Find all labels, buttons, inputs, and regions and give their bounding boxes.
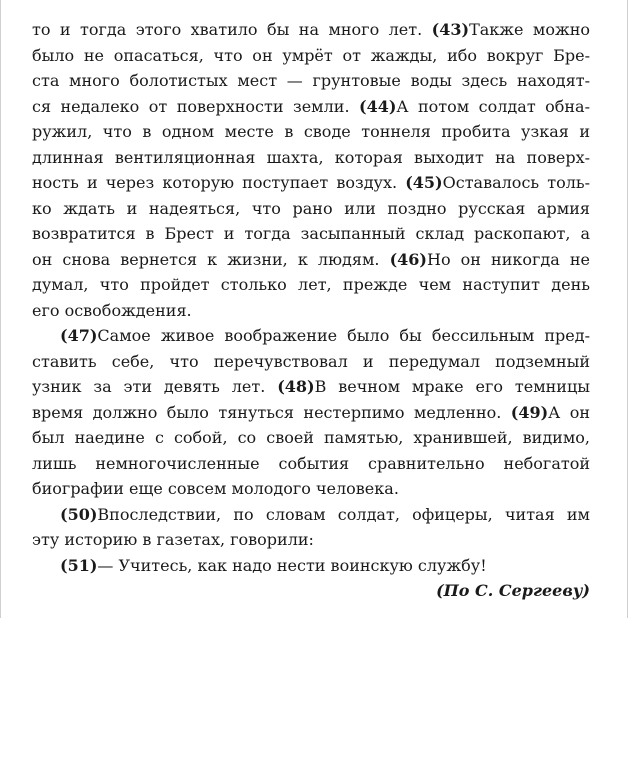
text-line-10: он снова вернется к жизни, к людям. (46)Но он никогда не	[32, 249, 590, 269]
sentence-number: (51)	[60, 555, 98, 575]
text-line-3: ста много болотистых мест — грунтовые воды здесь находят-	[32, 71, 590, 90]
text-line-18: лишь немногочисленные события сравнительно небогатой	[32, 453, 590, 473]
text-line-6: длинная вентиляционная шахта, которая выходит на поверх-	[32, 147, 590, 167]
text-line-1: то и тогда этого хватило бы на много лет. (43)Также можно	[32, 20, 590, 39]
text-line-12: его освобождения.	[32, 300, 192, 320]
sentence-number: (48)	[277, 377, 315, 396]
text-line-17: был наедине с собой, со своей памятью, хранившей, видимо,	[32, 428, 590, 447]
text-line-15: узник за эти девять лет. (48)В вечном мраке его темницы	[32, 377, 590, 396]
text-line-9: возвратится в Брест и тогда засыпанный склад раскопают, а	[32, 224, 590, 243]
text-line-8: ко ждать и надеяться, что рано или поздно русская армия	[32, 198, 590, 218]
text-line-16: время должно было тянуться нестерпимо медленно. (49)А он	[32, 402, 590, 422]
text-line-11: думал, что пройдет столько лет, прежде чем наступит день	[32, 275, 590, 294]
sentence-number: (47)	[60, 326, 98, 345]
text-line-2: было не опасаться, что он умрёт от жажды, ибо вокруг Бре-	[32, 45, 590, 65]
text-line-5: ружил, что в одном месте в своде тоннеля пробита узкая и	[32, 122, 590, 141]
text-line-14: ставить себе, что перечувствовал и передумал подземный	[32, 351, 590, 371]
text-line-4: ся недалеко от поверхности земли. (44)А потом солдат обна-	[32, 96, 590, 116]
sentence-number: (44)	[359, 96, 397, 116]
sentence-number: (49)	[510, 402, 549, 422]
attribution: (По С. Сергееву)	[436, 581, 590, 600]
text-line-22: (51)— Учитесь, как надо нести воинскую службу!	[60, 555, 487, 575]
document-text	[32, 17, 590, 604]
sentence-number: (43)	[431, 20, 470, 39]
sentence-number: (45)	[405, 173, 443, 192]
sentence-number: (46)	[389, 249, 427, 269]
sentence-number: (50)	[60, 504, 98, 524]
text-line-13: (47)Самое живое воображение было бы бессильным пред-	[60, 326, 590, 345]
text-line-20: (50)Впоследствии, по словам солдат, офицеры, читая им	[60, 504, 590, 524]
text-line-21: эту историю в газетах, говорили:	[32, 530, 314, 549]
text-line-19: биографии еще совсем молодого человека.	[32, 479, 399, 498]
text-line-7: ность и через которую поступает воздух. (45)Оставалось толь-	[32, 173, 590, 192]
